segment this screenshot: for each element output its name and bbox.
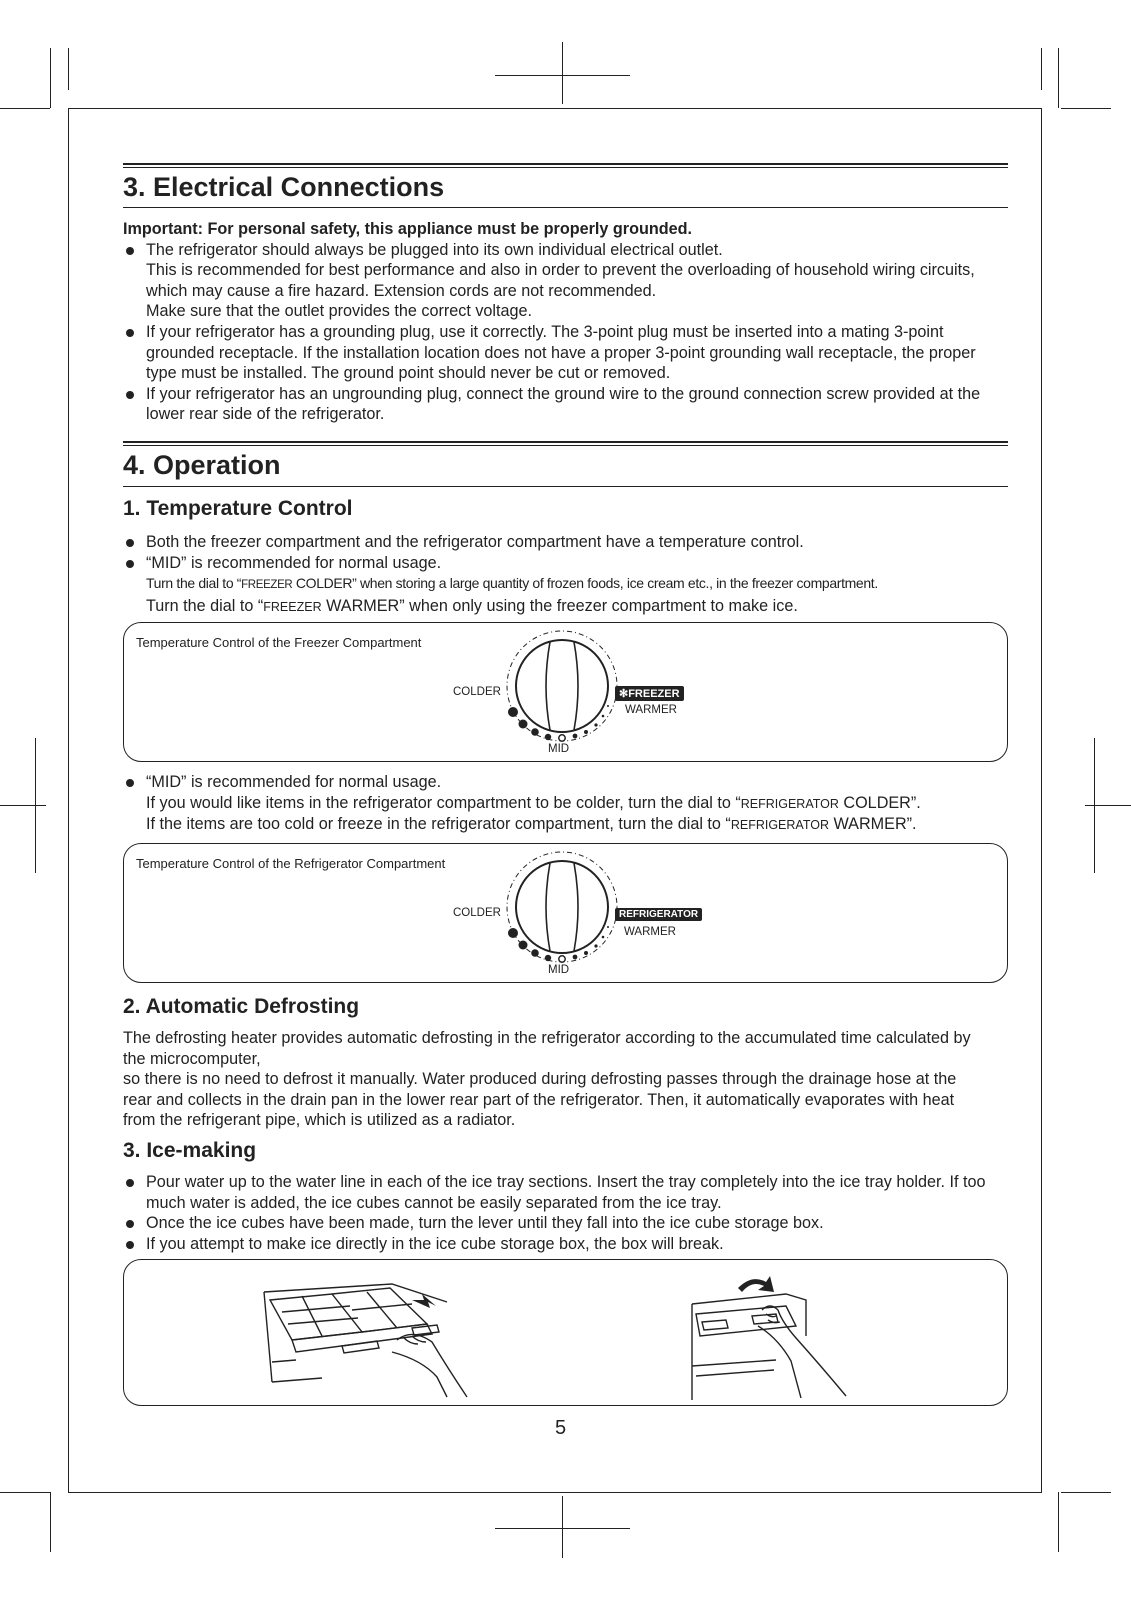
bullet-item [123, 553, 1008, 574]
temperature-text [123, 532, 1008, 617]
subsection-title: 2. Automatic Defrosting [123, 995, 360, 1018]
text-smallcaps: REFRIGERATOR [730, 818, 829, 833]
bullet-text: The refrigerator should always be plugged into its own individual electrical outlet. [146, 240, 723, 259]
paragraph: so there is no need to defrost it manually. Water produced during defrosting passes through the drainage hose at the rear and collects in the drain pan in the lower rear part of the refrigerator. Then, it automatically evaporates with heat from the refrigerant pipe, which is utilized as a radiator. [123, 1070, 957, 1130]
text-part: WARMER”. [829, 815, 917, 834]
dial-icon [492, 628, 632, 760]
page-number: 5 [555, 1417, 567, 1439]
text-part: Turn the dial to “ [146, 575, 242, 592]
crop-mark [1058, 1492, 1059, 1552]
bullet-text: “MID” is recommended for normal usage. [146, 553, 442, 572]
crop-mark [1061, 108, 1111, 109]
freezer-control-box [123, 622, 1008, 762]
ice-tray-insert-illustration [262, 1272, 477, 1400]
crop-mark [68, 48, 69, 90]
refrigerator-tag: REFRIGERATOR [615, 908, 702, 921]
subsection-title: 1. Temperature Control [123, 497, 353, 520]
crop-mark [50, 48, 51, 108]
defrost-text [123, 1028, 983, 1131]
text-smallcaps: FREEZER [263, 599, 322, 614]
crop-mark [1058, 48, 1059, 108]
paragraph: Make sure that the outlet provides the correct voltage. [146, 302, 533, 321]
bullet-text: Once the ice cubes have been made, turn the lever until they fall into the ice cube storage box. [146, 1214, 824, 1233]
bullet-item [123, 1172, 1008, 1213]
bullet-item [123, 240, 1008, 261]
text-smallcaps: FREEZER [241, 579, 293, 592]
electrical-text [123, 219, 1008, 425]
bullet-text: Pour water up to the water line in each of the ice tray sections. Insert the tray completely into the ice tray holder. If too much water is added, the ice cubes cannot be easily separated from the ice tray. [146, 1173, 986, 1212]
bullet-text: If your refrigerator has a grounding plug, use it correctly. The 3-point plug must be inserted into a mating 3-point grounded receptacle. If the installation location does not have a proper 3-point grounding wall receptacle, the proper type must be installed. The ground point should never be cut or removed. [146, 322, 976, 383]
bullet-text: “MID” is recommended for normal usage. [146, 773, 442, 791]
paragraph [123, 573, 1008, 596]
registration-mark [35, 738, 36, 873]
registration-mark [562, 42, 563, 104]
bullet-item [123, 772, 1008, 793]
crop-mark [1041, 48, 1042, 90]
ice-lever-turn-illustration [686, 1266, 856, 1402]
paragraph: The defrosting heater provides automatic defrosting in the refrigerator according to the accumulated time calculated by the microcomputer, [123, 1029, 971, 1068]
page-frame-left [68, 108, 69, 1493]
registration-mark [562, 1496, 563, 1558]
text-part: If you would like items in the refrigerator compartment to be colder, turn the dial to “ [146, 793, 741, 812]
crop-mark [1061, 1492, 1111, 1493]
section-rule [123, 441, 1008, 443]
text-part: COLDER”. [838, 793, 921, 812]
paragraph: This is recommended for best performance and also in order to prevent the overloading of household wiring circuits, which may cause a fire hazard. Extension cords are not recommended. [146, 261, 975, 300]
bullet-text: Both the freezer compartment and the refrigerator compartment have a temperature control. [146, 533, 804, 551]
registration-mark [0, 805, 46, 806]
bullet-text: If you attempt to make ice directly in the ice cube storage box, the box will break. [146, 1234, 724, 1253]
text-part: COLDER” when storing a large quantity of frozen foods, ice cream etc., in the freezer compartment. [292, 575, 878, 592]
crop-mark [0, 1492, 50, 1493]
dial-colder-label: COLDER [453, 686, 501, 698]
page-frame-right [1041, 108, 1042, 1493]
bullet-item [123, 1234, 1008, 1255]
section-underline [123, 486, 1008, 487]
section-title: 3. Electrical Connections [123, 172, 445, 202]
section-rule [123, 445, 1008, 446]
bullet-item [123, 322, 1008, 384]
refrigerator-text [123, 772, 1008, 836]
text-part: If the items are too cold or freeze in the refrigerator compartment, turn the dial to “ [146, 815, 731, 834]
bullet-item [123, 532, 1008, 553]
freezer-tag: ✻FREEZER [615, 686, 684, 701]
text-part: WARMER” when only using the freezer compartment to make ice. [321, 596, 798, 615]
dial-warmer-label: WARMER [624, 926, 676, 938]
bullet-item [123, 1213, 1008, 1234]
refrigerator-control-box [123, 843, 1008, 983]
subsection-title: 3. Ice-making [123, 1139, 257, 1162]
dial-colder-label: COLDER [453, 907, 501, 919]
box-label: Temperature Control of the Freezer Compartment [136, 635, 422, 650]
crop-mark [50, 1492, 51, 1552]
section-rule [123, 163, 1008, 165]
text-part: Turn the dial to “ [146, 596, 264, 615]
registration-mark [1085, 805, 1131, 806]
paragraph [123, 814, 1008, 836]
section-title: 4. Operation [123, 450, 281, 480]
bullet-text: If your refrigerator has an ungrounding plug, connect the ground wire to the ground connection screw provided at the lower rear side of the refrigerator. [146, 384, 981, 424]
section-rule [123, 167, 1008, 168]
ice-illustration-box [123, 1259, 1008, 1406]
crop-mark [0, 108, 50, 109]
page-frame-bottom [68, 1492, 1041, 1493]
important-note: Important: For personal safety, this appliance must be properly grounded. [123, 220, 693, 238]
section-underline [123, 207, 1008, 208]
paragraph [123, 793, 1008, 815]
dial-mid-label: MID [548, 964, 570, 976]
ice-text [123, 1172, 1008, 1254]
registration-mark [1094, 738, 1095, 873]
text-smallcaps: REFRIGERATOR [740, 796, 839, 811]
box-label: Temperature Control of the Refrigerator Compartment [136, 856, 446, 871]
dial-mid-label: MID [548, 743, 570, 755]
paragraph [123, 596, 1008, 618]
bullet-item [123, 384, 1008, 425]
dial-icon [492, 849, 632, 981]
dial-warmer-label: WARMER [625, 704, 677, 716]
page-frame-top [68, 108, 1041, 109]
